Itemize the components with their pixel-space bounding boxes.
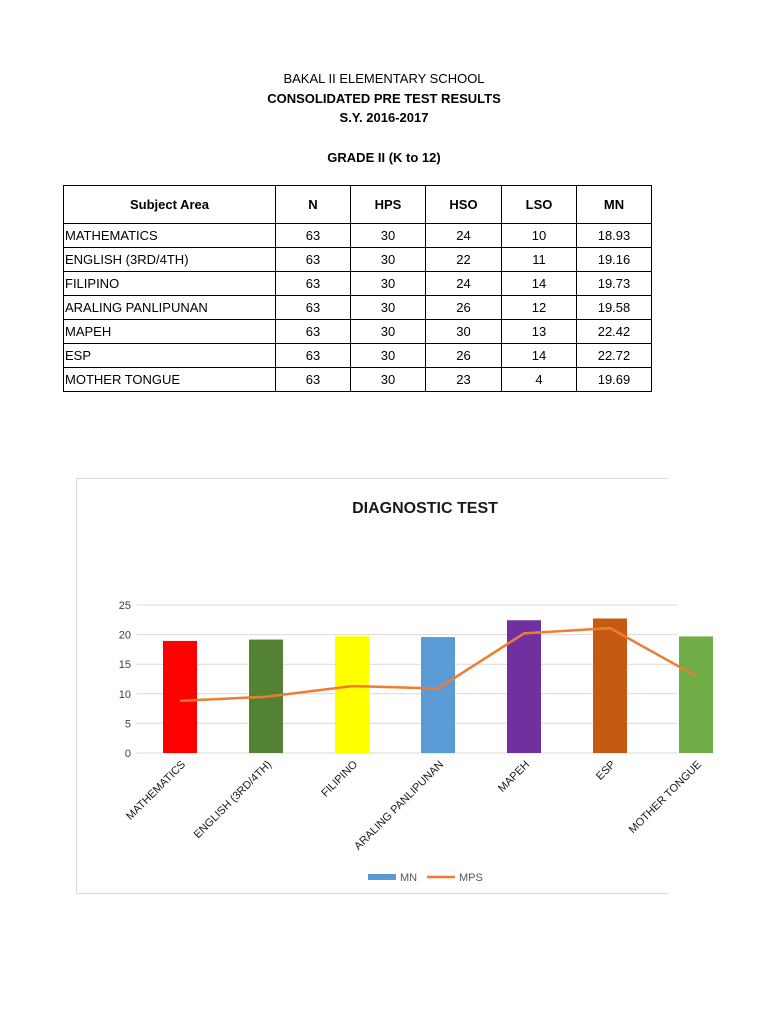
cell-subject: MOTHER TONGUE: [64, 368, 276, 392]
cell-mn: 19.73: [577, 272, 652, 296]
cell-lso: 14: [502, 272, 577, 296]
cell-hps: 30: [351, 248, 426, 272]
table-row: [64, 224, 652, 248]
y-tick-label: 5: [124, 718, 131, 731]
cell-lso: 10: [502, 224, 577, 248]
cell-hps: 30: [351, 296, 426, 320]
cell-subject: ENGLISH (3RD/4TH): [64, 248, 276, 272]
cell-mn: 22.72: [577, 344, 652, 368]
cell-mn: 19.16: [577, 248, 652, 272]
cell-hso: 23: [426, 368, 502, 392]
table-row: [64, 368, 652, 392]
cell-hso: 22: [426, 248, 502, 272]
cell-hso: 26: [426, 344, 502, 368]
cell-hps: 30: [351, 320, 426, 344]
column-header-hps: HPS: [351, 186, 426, 224]
table-row: [64, 296, 652, 320]
chart-area: [76, 478, 705, 894]
x-tick-label: ARALING PANLIPUNAN: [352, 758, 447, 853]
cell-n: 63: [276, 344, 351, 368]
column-header-subject: Subject Area: [64, 186, 276, 224]
bar-filipino: [335, 636, 369, 753]
cell-hps: 30: [351, 344, 426, 368]
cell-subject: FILIPINO: [64, 272, 276, 296]
table-header-row: [64, 186, 652, 224]
cell-hps: 30: [351, 224, 426, 248]
y-tick-label: 0: [124, 748, 131, 760]
chart-title: DIAGNOSTIC TEST: [352, 500, 498, 517]
y-tick-label: 10: [118, 688, 131, 701]
cell-subject: MATHEMATICS: [64, 224, 276, 248]
cell-mn: 18.93: [577, 224, 652, 248]
cell-lso: 13: [502, 320, 577, 344]
column-header-hso: HSO: [426, 186, 502, 224]
cell-mn: 19.69: [577, 368, 652, 392]
column-header-n: N: [276, 186, 351, 224]
cell-lso: 11: [502, 248, 577, 272]
y-tick-label: 20: [118, 629, 131, 642]
x-tick-label: MATHEMATICS: [124, 758, 189, 823]
table-row: [64, 320, 652, 344]
cell-mn: 19.58: [577, 296, 652, 320]
x-tick-label: ENGLISH (3RD/4TH): [191, 758, 275, 842]
school-year: S.Y. 2016-2017: [339, 110, 429, 125]
bar-esp: [593, 618, 627, 753]
grade-level: GRADE II (K to 12): [327, 150, 441, 165]
cell-n: 63: [276, 296, 351, 320]
x-tick-label: ESP: [594, 758, 619, 783]
cell-n: 63: [276, 368, 351, 392]
table-row: [64, 344, 652, 368]
legend-mps-label: MPS: [459, 872, 483, 884]
cell-n: 63: [276, 248, 351, 272]
bar-mathematics: [163, 641, 197, 753]
x-tick-label: FILIPINO: [319, 758, 361, 800]
legend-mn-label: MN: [400, 872, 418, 884]
bar-araling-panlipunan: [421, 637, 455, 753]
x-tick-label: MAPEH: [495, 758, 533, 795]
school-name: BAKAL II ELEMENTARY SCHOOL: [283, 71, 485, 86]
bar-mother-tongue: [679, 636, 713, 753]
cell-subject: ARALING PANLIPUNAN: [64, 296, 276, 320]
column-header-mn: MN: [577, 186, 652, 224]
cell-hso: 24: [426, 224, 502, 248]
column-header-lso: LSO: [502, 186, 577, 224]
cell-n: 63: [276, 272, 351, 296]
x-tick-label: MOTHER TONGUE: [626, 758, 705, 836]
cell-mn: 22.42: [577, 320, 652, 344]
cell-lso: 14: [502, 344, 577, 368]
cell-subject: ESP: [64, 344, 276, 368]
results-table: [63, 185, 652, 392]
y-tick-label: 25: [118, 600, 131, 612]
cell-lso: 4: [502, 368, 577, 392]
table-row: [64, 248, 652, 272]
cell-subject: MAPEH: [64, 320, 276, 344]
cell-n: 63: [276, 320, 351, 344]
cell-hps: 30: [351, 272, 426, 296]
cell-n: 63: [276, 224, 351, 248]
cell-hso: 26: [426, 296, 502, 320]
diagnostic-test-chart: [77, 479, 705, 895]
table-row: [64, 272, 652, 296]
y-tick-label: 15: [118, 659, 131, 672]
cell-lso: 12: [502, 296, 577, 320]
legend-mn-swatch: [368, 874, 396, 880]
cell-hso: 30: [426, 320, 502, 344]
cell-hps: 30: [351, 368, 426, 392]
cell-hso: 24: [426, 272, 502, 296]
report-title: CONSOLIDATED PRE TEST RESULTS: [267, 91, 501, 106]
